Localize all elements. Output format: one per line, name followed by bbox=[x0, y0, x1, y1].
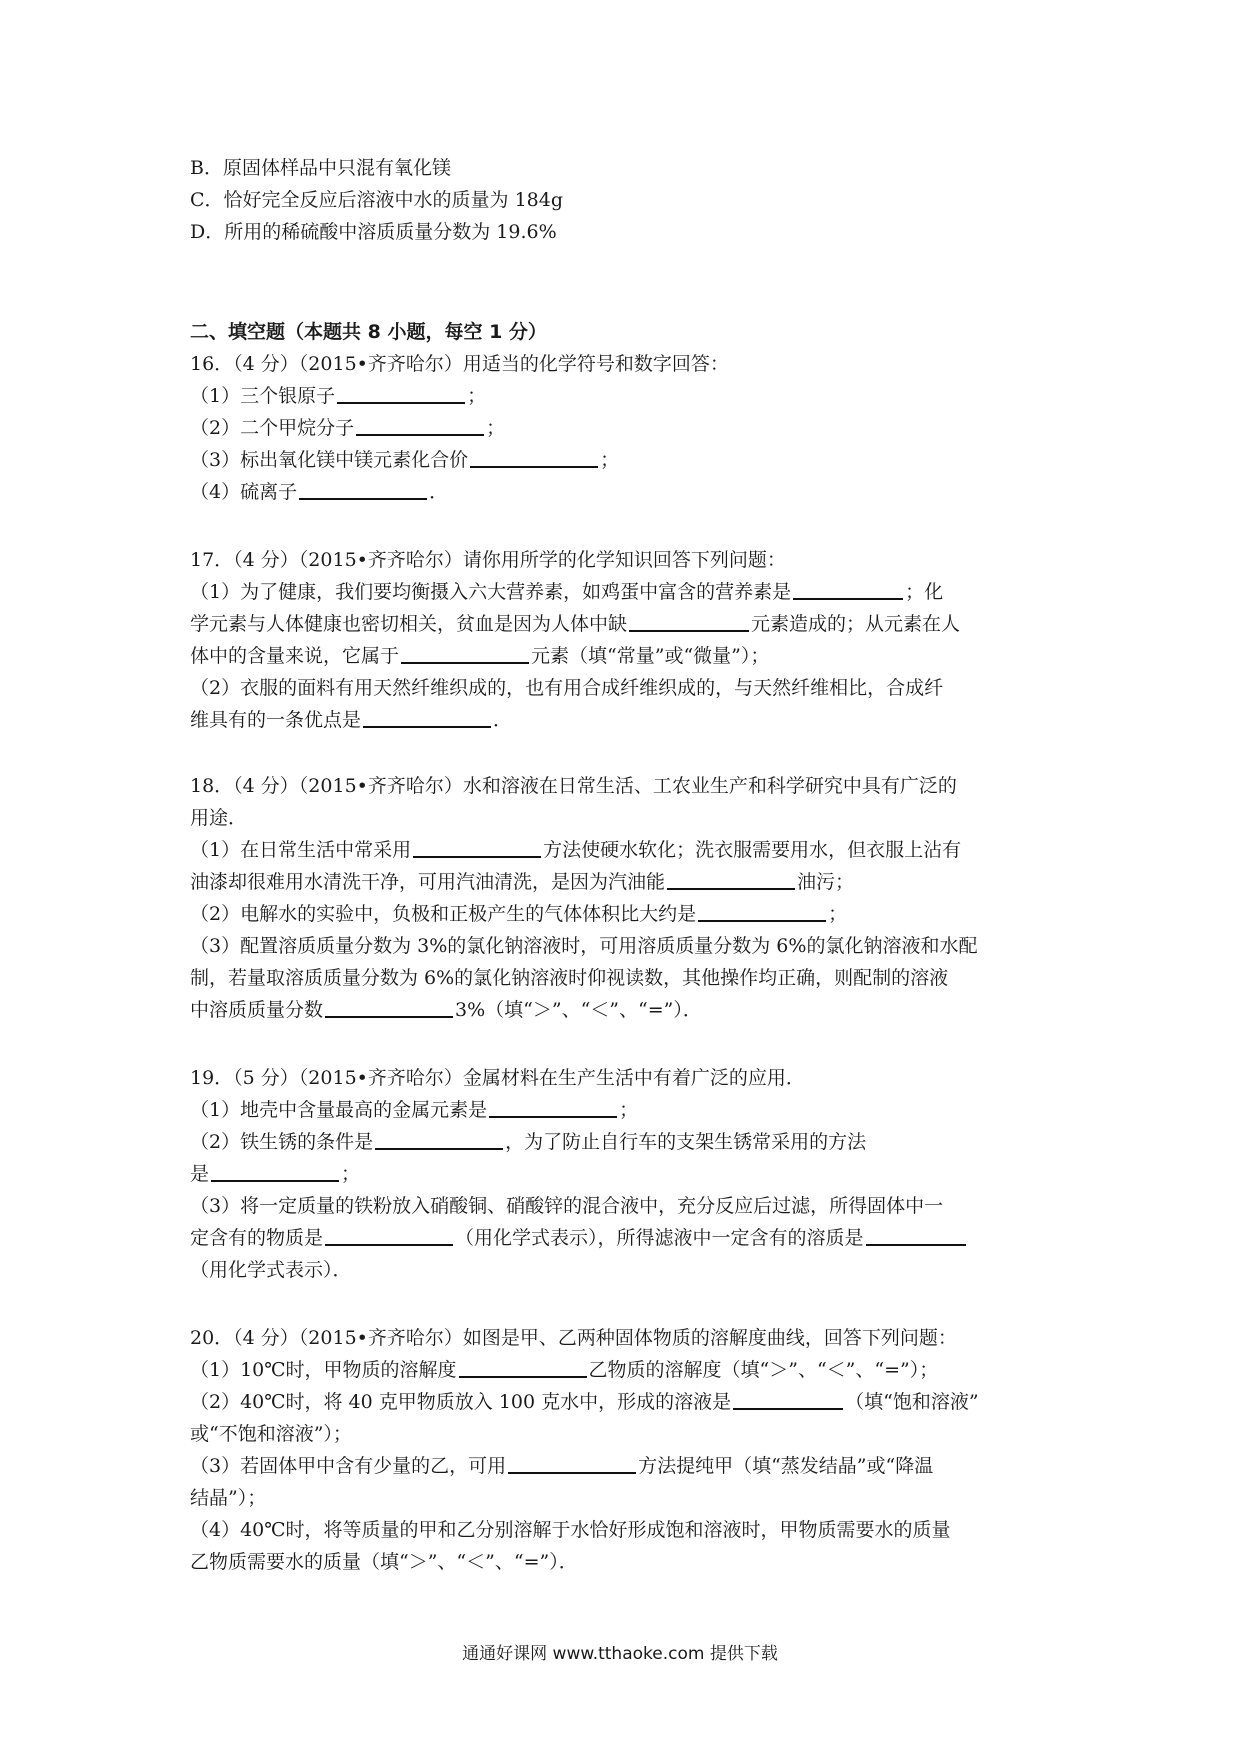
q17-line5-end: ． bbox=[493, 709, 513, 731]
q17-stem: 17．（4 分）（2015•齐齐哈尔）请你用所学的化学知识回答下列问题： bbox=[190, 549, 786, 571]
answer-blank[interactable] bbox=[337, 382, 465, 404]
q18-line4: （3）配置溶质质量分数为 3%的氯化钠溶液时，可用溶质质量分数为 6%的氯化钠溶液和水配 bbox=[190, 935, 978, 957]
answer-blank[interactable] bbox=[459, 1356, 587, 1378]
section-title: 二、填空题（本题共 8 小题，每空 1 分） bbox=[190, 321, 547, 343]
footer-source: 通通好课网 www.tthaoke.com 提供下载 bbox=[462, 1644, 778, 1664]
q17-line3-text: 体中的含量来说，它属于 bbox=[190, 645, 400, 667]
q18-line6-text: 中溶质质量分数 bbox=[190, 999, 324, 1021]
q18-line3 bbox=[190, 898, 1060, 930]
q20-line1-text: （1）10℃时，甲物质的溶解度 bbox=[190, 1359, 457, 1381]
answer-blank[interactable] bbox=[356, 414, 484, 436]
answer-blank[interactable] bbox=[793, 578, 903, 600]
q20-line4 bbox=[190, 1450, 1060, 1482]
answer-blank[interactable] bbox=[470, 446, 598, 468]
q16-part4-end: ． bbox=[429, 481, 449, 503]
answer-blank[interactable] bbox=[413, 836, 541, 858]
q17-line3-end: 元素（填“常量”或“微量”）； bbox=[531, 645, 770, 667]
option-c: C．恰好完全反应后溶液中水的质量为 184g bbox=[190, 189, 564, 211]
answer-blank[interactable] bbox=[325, 996, 453, 1018]
q18-line1-text: （1）在日常生活中常采用 bbox=[190, 839, 412, 861]
q18-stem-cont: 用途． bbox=[190, 807, 248, 829]
q16-part2 bbox=[190, 412, 1060, 444]
q18-line2 bbox=[190, 866, 1060, 898]
q16-part3 bbox=[190, 444, 1060, 476]
q17-line1-end: ；化 bbox=[905, 581, 944, 603]
q19-line3-end: ； bbox=[341, 1163, 361, 1185]
q19-line6: （用化学式表示）． bbox=[190, 1259, 352, 1281]
q20-line4-text: （3）若固体甲中含有少量的乙，可用 bbox=[190, 1455, 507, 1477]
q20-line7: 乙物质需要水的质量（填“＞”、“＜”、“=”）． bbox=[190, 1551, 578, 1573]
q20-line2-end: （填“饱和溶液” bbox=[845, 1391, 979, 1413]
answer-blank[interactable] bbox=[325, 1224, 453, 1246]
option-b: B．原固体样品中只混有氧化镁 bbox=[190, 157, 451, 179]
answer-blank[interactable] bbox=[698, 900, 826, 922]
q16-part1 bbox=[190, 380, 1060, 412]
q20-line1 bbox=[190, 1354, 1060, 1386]
q19-line2 bbox=[190, 1126, 1060, 1158]
q19-line2-text: （2）铁生锈的条件是 bbox=[190, 1131, 374, 1153]
q19-line5 bbox=[190, 1222, 1060, 1254]
q17-line2 bbox=[190, 608, 1060, 640]
q19-line3 bbox=[190, 1158, 1060, 1190]
q20-line2-text: （2）40℃时，将 40 克甲物质放入 100 克水中，形成的溶液是 bbox=[190, 1391, 732, 1413]
q16-part1-text: （1）三个银原子 bbox=[190, 385, 336, 407]
answer-blank[interactable] bbox=[211, 1160, 339, 1182]
q17-line1-text: （1）为了健康，我们要均衡摄入六大营养素，如鸡蛋中富含的营养素是 bbox=[190, 581, 792, 603]
answer-blank[interactable] bbox=[375, 1128, 503, 1150]
q16-part2-end: ； bbox=[486, 417, 506, 439]
q16-stem: 16．（4 分）（2015•齐齐哈尔）用适当的化学符号和数字回答： bbox=[190, 353, 729, 375]
answer-blank[interactable] bbox=[401, 642, 529, 664]
q20-line6: （4）40℃时，将等质量的甲和乙分别溶解于水恰好形成饱和溶液时，甲物质需要水的质量 bbox=[190, 1519, 951, 1541]
answer-blank[interactable] bbox=[508, 1452, 636, 1474]
q19-line5-mid: （用化学式表示），所得滤液中一定含有的溶质是 bbox=[455, 1227, 864, 1249]
q19-line4: （3）将一定质量的铁粉放入硝酸铜、硝酸锌的混合液中，充分反应后过滤，所得固体中一 bbox=[190, 1195, 944, 1217]
q16-part1-end: ； bbox=[467, 385, 487, 407]
q16-part3-text: （3）标出氧化镁中镁元素化合价 bbox=[190, 449, 469, 471]
q19-line2-end: ，为了防止自行车的支架生锈常采用的方法 bbox=[505, 1131, 867, 1153]
answer-blank[interactable] bbox=[733, 1388, 843, 1410]
q18-line6-end: 3%（填“＞”、“＜”、“=”）． bbox=[455, 999, 702, 1021]
q17-line1 bbox=[190, 576, 1060, 608]
answer-blank[interactable] bbox=[299, 478, 427, 500]
q20-line5: 结晶”）； bbox=[190, 1487, 267, 1509]
q20-line3: 或“不饱和溶液”）； bbox=[190, 1423, 352, 1445]
q18-line2-text: 油漆却很难用水清洗干净，可用汽油清洗，是因为汽油能 bbox=[190, 871, 666, 893]
q17-line5 bbox=[190, 704, 1060, 736]
answer-blank[interactable] bbox=[866, 1224, 966, 1246]
q18-stem: 18．（4 分）（2015•齐齐哈尔）水和溶液在日常生活、工农业生产和科学研究中具有广泛的 bbox=[190, 775, 957, 797]
q20-line1-end: 乙物质的溶解度（填“＞”、“＜”、“=”）； bbox=[588, 1359, 939, 1381]
q18-line5: 制，若量取溶质质量分数为 6%的氯化钠溶液时仰视读数，其他操作均正确，则配制的溶液 bbox=[190, 967, 949, 989]
q17-line2-end: 元素造成的；从元素在人 bbox=[751, 613, 961, 635]
q19-line1-text: （1）地壳中含量最高的金属元素是 bbox=[190, 1099, 488, 1121]
answer-blank[interactable] bbox=[629, 610, 749, 632]
q19-line1-end: ； bbox=[619, 1099, 639, 1121]
q20-line4-end: 方法提纯甲（填“蒸发结晶”或“降温 bbox=[638, 1455, 934, 1477]
answer-blank[interactable] bbox=[667, 868, 795, 890]
q16-part2-text: （2）二个甲烷分子 bbox=[190, 417, 355, 439]
q17-line4: （2）衣服的面料有用天然纤维织成的，也有用合成纤维织成的，与天然纤维相比，合成纤 bbox=[190, 677, 944, 699]
q19-line1 bbox=[190, 1094, 1060, 1126]
option-d: D．所用的稀硫酸中溶质质量分数为 19.6% bbox=[190, 221, 557, 243]
q16-part4-text: （4）硫离子 bbox=[190, 481, 298, 503]
q19-line3-text: 是 bbox=[190, 1163, 210, 1185]
q16-part3-end: ； bbox=[600, 449, 620, 471]
q18-line6 bbox=[190, 994, 1060, 1026]
answer-blank[interactable] bbox=[489, 1096, 617, 1118]
q16-part4 bbox=[190, 476, 1060, 508]
q18-line3-end: ； bbox=[828, 903, 848, 925]
answer-blank[interactable] bbox=[363, 706, 491, 728]
q18-line1-end: 方法使硬水软化；洗衣服需要用水，但衣服上沾有 bbox=[543, 839, 962, 861]
q18-line3-text: （2）电解水的实验中，负极和正极产生的气体体积比大约是 bbox=[190, 903, 697, 925]
q17-line2-text: 学元素与人体健康也密切相关，贫血是因为人体中缺 bbox=[190, 613, 628, 635]
q19-line5-text: 定含有的物质是 bbox=[190, 1227, 324, 1249]
q19-stem: 19．（5 分）（2015•齐齐哈尔）金属材料在生产生活中有着广泛的应用． bbox=[190, 1067, 805, 1089]
q20-line2 bbox=[190, 1386, 1060, 1418]
q17-line3 bbox=[190, 640, 1060, 672]
q17-line5-text: 维具有的一条优点是 bbox=[190, 709, 362, 731]
q18-line1 bbox=[190, 834, 1060, 866]
q18-line2-end: 油污； bbox=[797, 871, 855, 893]
q20-stem: 20．（4 分）（2015•齐齐哈尔）如图是甲、乙两种固体物质的溶解度曲线，回答下列问题： bbox=[190, 1327, 957, 1349]
